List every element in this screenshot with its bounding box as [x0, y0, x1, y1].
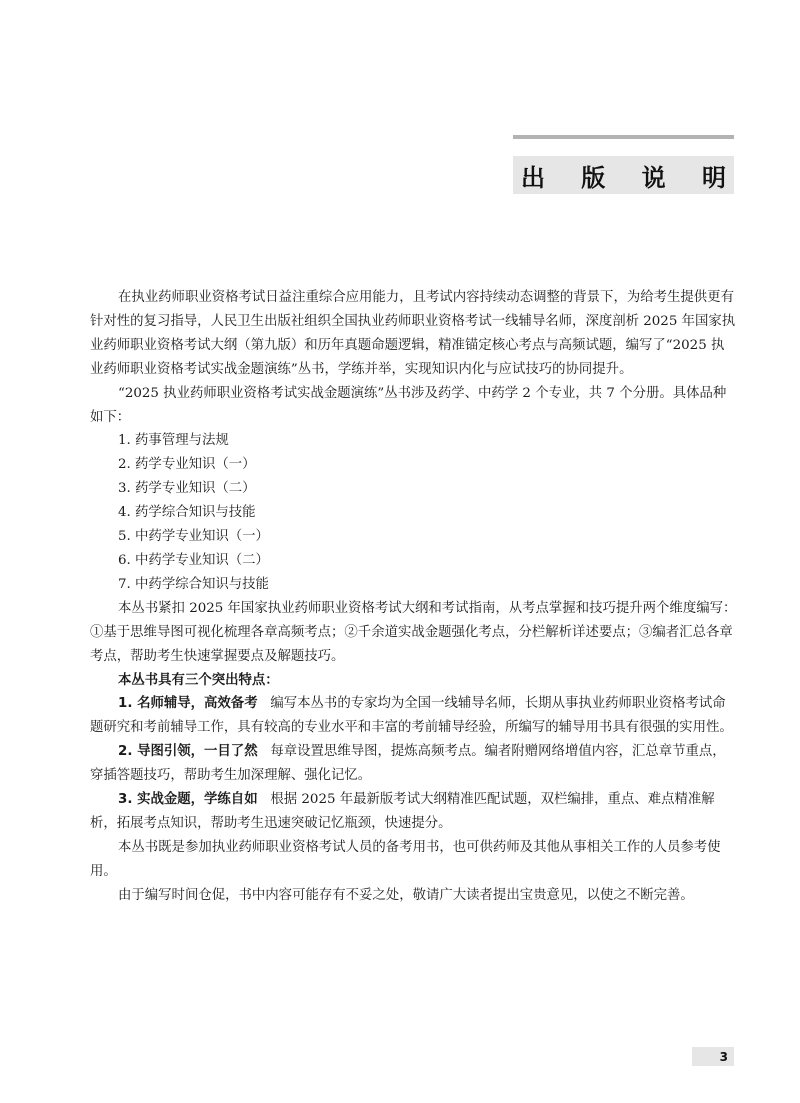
paragraph-audience: 本丛书既是参加执业药师职业资格考试人员的备考用书，也可供药师及其他从事相关工作的人员参考使用。	[90, 839, 721, 879]
volume-item: 5. 中药学专业知识（一）	[118, 529, 269, 545]
feature-1	[90, 692, 737, 740]
feature-1-text: 编写本丛书的专家均为全国一线辅导名师，长期从事执业药师职业资格考试命题研究和考前辅导工作，具有较高的专业水平和丰富的考前辅导经验，所编写的辅导用书具有很强的实用性。	[90, 696, 733, 736]
paragraph-closing: 由于编写时间仓促，书中内容可能存有不妥之处，敬请广大读者提出宝贵意见，以使之不断完善。	[118, 887, 694, 903]
features-heading: 本丛书具有三个突出特点：	[118, 672, 279, 688]
volume-item: 4. 药学综合知识与技能	[118, 505, 256, 521]
volume-item: 6. 中药学专业知识（二）	[118, 552, 269, 568]
paragraph-series: “2025 执业药师职业资格考试实战金题演练”丛书涉及药学、中药学 2 个专业，共 7 个分册。具体品种如下：	[90, 385, 727, 425]
volume-item: 1. 药事管理与法规	[118, 433, 229, 449]
title-box	[513, 156, 741, 194]
title-rule	[513, 135, 734, 139]
volume-item: 3. 药学专业知识（二）	[118, 481, 256, 497]
feature-2-title: 2. 导图引领，一目了然	[118, 744, 258, 760]
paragraph-structure: 本丛书紧扣 2025 年国家执业药师职业资格考试大纲和考试指南，从考点掌握和技巧提升两个维度编写：①基于思维导图可视化梳理各章高频考点；②千余道实战金题强化考点，分栏解析详述要点；③编者汇总各章考点，帮助考生快速掌握要点及解题技巧。	[90, 600, 737, 664]
body-text	[90, 286, 737, 908]
page-number: 3	[719, 1049, 728, 1064]
page-number-box	[692, 1047, 734, 1066]
feature-2-text: 每章设置思维导图，提炼高频考点。编者附赠网络增值内容，汇总章节重点，穿插答题技巧，帮助考生加深理解、强化记忆。	[90, 744, 726, 784]
volume-item: 2. 药学专业知识（一）	[118, 457, 256, 473]
feature-3-title: 3. 实战金题，学练自如	[118, 792, 258, 808]
feature-3-text: 根据 2025 年最新版考试大纲精准匹配试题，双栏编排，重点、难点精准解析，拓展考点知识，帮助考生迅速突破记忆瓶颈，快速提分。	[90, 792, 715, 831]
feature-2	[90, 740, 737, 788]
paragraph-intro: 在执业药师职业资格考试日益注重综合应用能力，且考试内容持续动态调整的背景下，为给考生提供更有针对性的复习指导，人民卫生出版社组织全国执业药师职业资格考试一线辅导名师，深度剖析 2025 年国家执业药师职业资格考试大纲（第九版）和历年真题命题逻辑，精准锚定核心考点与高频试题，编写了“2025 执业药师职业资格考试实战金题演练”丛书，学练并举，实现知识内化与应试技巧的协同提升。	[90, 290, 736, 377]
feature-3	[90, 788, 737, 836]
feature-1-title: 1. 名师辅导，高效备考	[118, 696, 258, 712]
page-title: 出 版 说 明	[520, 163, 741, 192]
volume-item: 7. 中药学综合知识与技能	[118, 576, 269, 592]
